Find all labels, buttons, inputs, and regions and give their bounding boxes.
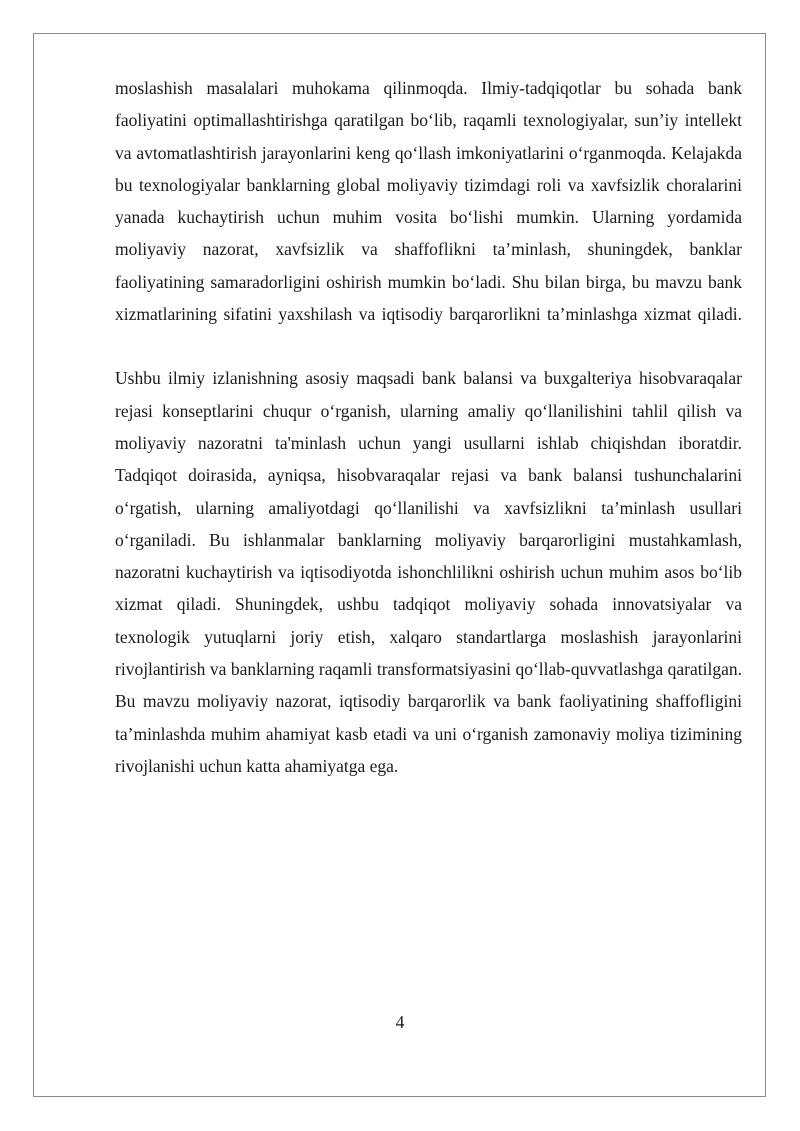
document-body xyxy=(115,72,742,782)
page-number: 4 xyxy=(395,1012,405,1032)
paragraph-1: moslashish masalalari muhokama qilinmoqda. Ilmiy-tadqiqotlar bu sohada bank faoliyatini optimallashtirishga qaratilgan bo‘lib, raqamli texnologiyalar, sun’iy intellekt va avtomatlashtirish jarayonlarini keng qo‘llash imkoniyatlarini o‘rganmoqda. Kelajakda bu texnologiyalar banklarning global moliyaviy tizimdagi roli va xavfsizlik choralarini yanada kuchaytirish uchun muhim vosita bo‘lishi mumkin. Ularning yordamida moliyaviy nazorat, xavfsizlik va shaffoflikni ta’minlash, shuningdek, banklar faoliyatining samaradorligini oshirish mumkin bo‘ladi. Shu bilan birga, bu mavzu bank xizmatlarining sifatini yaxshilash va iqtisodiy barqarorlikni ta’minlashga xizmat qiladi. xyxy=(115,78,742,325)
paragraph-2: Ushbu ilmiy izlanishning asosiy maqsadi bank balansi va buxgalteriya hisobvaraqalar rejasi konseptlarini chuqur o‘rganish, ularning amaliy qo‘llanilishini tahlil qilish va moliyaviy nazoratni ta'minlash uchun yangi usullarni ishlab chiqishdan iboratdir. Tadqiqot doirasida, ayniqsa, hisobvaraqalar rejasi va bank balansi tushunchalarini o‘rgatish, ularning amaliyotdagi qo‘llanilishi va xavfsizlikni ta’minlash usullari o‘rganiladi. Bu ishlanmalar banklarning moliyaviy barqarorligini mustahkamlash, nazoratni kuchaytirish va iqtisodiyotda ishonchlilikni oshirish uchun muhim asos bo‘lib xizmat qiladi. Shuningdek, ushbu tadqiqot moliyaviy sohada innovatsiyalar va texnologik yutuqlarni joriy etish, xalqaro standartlarga moslashish jarayonlarini rivojlantirish va banklarning raqamli transformatsiyasini qo‘llab-quvvatlashga qaratilgan. Bu mavzu moliyaviy nazorat, iqtisodiy barqarorlik va bank faoliyatining shaffofligini ta’minlashda muhim ahamiyat kasb etadi va uni o‘rganish zamonaviy moliya tizimining rivojlanishi uchun katta ahamiyatga ega. xyxy=(115,368,742,776)
